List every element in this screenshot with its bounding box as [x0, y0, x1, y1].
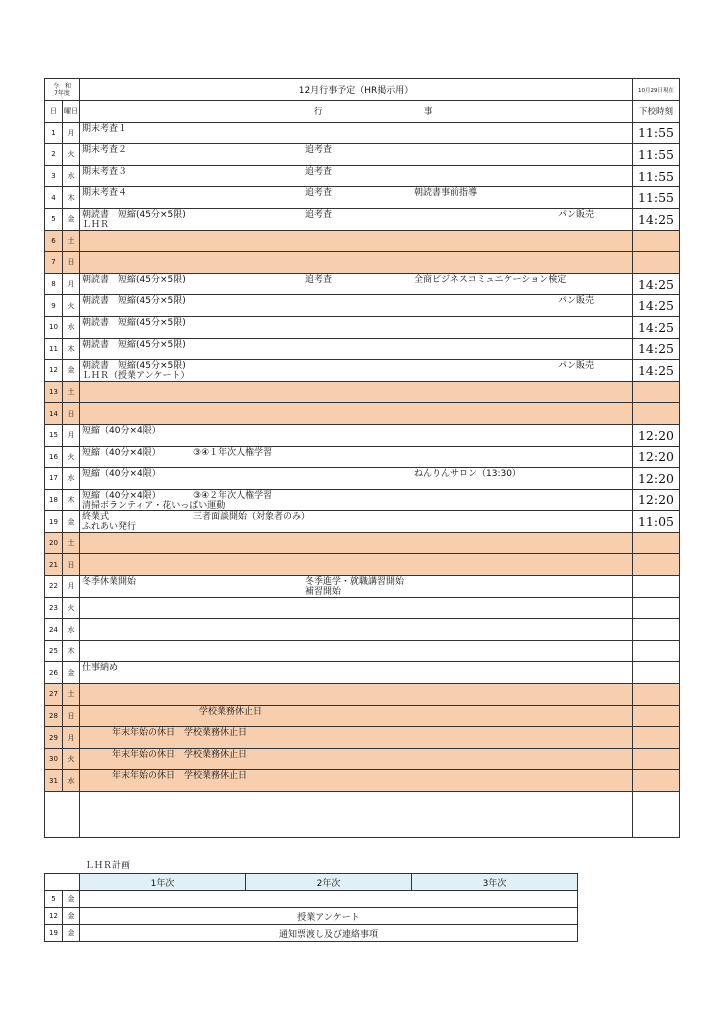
day-weekday: 土 — [63, 532, 80, 554]
page-title: 12月行事予定（HR掲示用） — [80, 79, 633, 101]
event-text: パン販売 — [558, 296, 595, 307]
day-number: 13 — [45, 381, 63, 403]
lhr-header-year2: 2年次 — [246, 874, 412, 891]
notes-cell — [80, 792, 633, 838]
event-text: 補習開始 — [305, 587, 342, 598]
event-text: パン販売 — [558, 361, 595, 372]
dismissal-time — [633, 403, 680, 425]
event-text: ＬＨＲ（授業アンケート） — [82, 371, 190, 382]
dismissal-time: 12:20 — [633, 446, 680, 468]
weekday-column-header: 曜日 — [63, 101, 80, 123]
lhr-weekday: 金 — [63, 891, 80, 908]
event-text: 朝読書事前指導 — [414, 188, 478, 199]
day-events — [80, 748, 633, 770]
day-row — [45, 554, 680, 576]
day-row — [45, 532, 680, 554]
day-events — [80, 468, 633, 490]
day-number: 23 — [45, 597, 63, 619]
day-events — [80, 424, 633, 446]
dismissal-time — [633, 576, 680, 598]
day-row — [45, 273, 680, 295]
event-text: 追考査 — [305, 209, 333, 220]
lhr-weekday: 金 — [63, 908, 80, 925]
day-weekday: 金 — [63, 511, 80, 533]
day-weekday: 火 — [63, 597, 80, 619]
event-text: 冬季休業開始 — [82, 577, 137, 588]
dismissal-time — [633, 662, 680, 684]
day-weekday: 土 — [63, 381, 80, 403]
day-row — [45, 597, 680, 619]
day-row — [45, 252, 680, 274]
event-text: 年末年始の休日 学校業務休止日 — [112, 728, 248, 739]
day-events — [80, 576, 633, 598]
events-header-char-1: 行 — [314, 107, 323, 117]
day-events — [80, 381, 633, 403]
day-events — [80, 273, 633, 295]
day-number: 25 — [45, 640, 63, 662]
lhr-day: 19 — [45, 925, 63, 942]
day-row — [45, 727, 680, 749]
lhr-content: 通知票渡し及び連絡事項 — [80, 925, 578, 942]
event-text: 短縮（40分×4限） — [82, 447, 161, 458]
day-events — [80, 554, 633, 576]
day-number: 21 — [45, 554, 63, 576]
day-weekday: 月 — [63, 273, 80, 295]
day-events — [80, 727, 633, 749]
day-row — [45, 122, 680, 144]
day-weekday: 木 — [63, 187, 80, 209]
day-number: 15 — [45, 424, 63, 446]
dismissal-time — [633, 640, 680, 662]
day-events — [80, 122, 633, 144]
day-weekday: 日 — [63, 554, 80, 576]
dismissal-time: 11:55 — [633, 187, 680, 209]
day-number: 31 — [45, 770, 63, 792]
dismissal-time — [633, 684, 680, 706]
event-text: 朝読書 短縮(45分×5限) — [82, 209, 186, 220]
lhr-day: 5 — [45, 891, 63, 908]
day-weekday: 木 — [63, 489, 80, 511]
day-events — [80, 511, 633, 533]
day-row — [45, 144, 680, 166]
day-events — [80, 619, 633, 641]
day-weekday: 水 — [63, 316, 80, 338]
event-text: 朝読書 短縮(45分×5限) — [82, 274, 186, 285]
day-row — [45, 705, 680, 727]
day-number: 9 — [45, 295, 63, 317]
event-text: パン販売 — [558, 209, 595, 220]
day-number: 4 — [45, 187, 63, 209]
dismissal-column-header: 下校時刻 — [633, 101, 680, 123]
day-number: 3 — [45, 165, 63, 187]
day-row — [45, 489, 680, 511]
notes-row — [45, 792, 680, 838]
lhr-header-year3: 3年次 — [412, 874, 578, 891]
day-row — [45, 511, 680, 533]
day-weekday: 火 — [63, 295, 80, 317]
dismissal-time: 11:05 — [633, 511, 680, 533]
lhr-plan-table — [44, 873, 578, 942]
day-number: 17 — [45, 468, 63, 490]
day-weekday: 火 — [63, 748, 80, 770]
lhr-day: 12 — [45, 908, 63, 925]
event-text: 期末考査４ — [82, 188, 128, 199]
dismissal-time — [633, 770, 680, 792]
notes-left — [45, 792, 80, 838]
day-number: 30 — [45, 748, 63, 770]
dismissal-time — [633, 727, 680, 749]
event-text: ふれあい発行 — [82, 522, 137, 533]
dismissal-time — [633, 554, 680, 576]
day-events — [80, 403, 633, 425]
day-events — [80, 597, 633, 619]
event-text: 三者面談開始（対象者のみ） — [193, 512, 311, 523]
day-row — [45, 208, 680, 230]
event-text: 朝読書 短縮(45分×5限) — [82, 339, 186, 350]
day-weekday: 月 — [63, 122, 80, 144]
as-of-date: 10月29日現在 — [633, 79, 680, 101]
event-text: 朝読書 短縮(45分×5限) — [82, 317, 186, 328]
dismissal-time: 14:25 — [633, 316, 680, 338]
day-weekday: 金 — [63, 662, 80, 684]
day-weekday: 日 — [63, 705, 80, 727]
day-row — [45, 684, 680, 706]
day-events — [80, 446, 633, 468]
day-number: 10 — [45, 316, 63, 338]
day-number: 18 — [45, 489, 63, 511]
day-number: 7 — [45, 252, 63, 274]
dismissal-time — [633, 597, 680, 619]
day-events — [80, 705, 633, 727]
dismissal-time — [633, 252, 680, 274]
dismissal-time: 14:25 — [633, 338, 680, 360]
events-header-char-2: 事 — [424, 107, 433, 117]
event-text: 期末考査１ — [82, 123, 128, 134]
dismissal-time: 14:25 — [633, 360, 680, 382]
day-events — [80, 640, 633, 662]
day-events — [80, 684, 633, 706]
day-weekday: 火 — [63, 446, 80, 468]
day-number: 19 — [45, 511, 63, 533]
events-column-header — [80, 101, 633, 123]
day-column-header: 日 — [45, 101, 63, 123]
fiscal-year-cell — [45, 79, 80, 101]
event-text: 追考査 — [305, 188, 333, 199]
day-row — [45, 360, 680, 382]
day-number: 6 — [45, 230, 63, 252]
day-row — [45, 338, 680, 360]
event-text: 短縮（40分×4限） — [82, 425, 161, 436]
day-number: 27 — [45, 684, 63, 706]
day-weekday: 木 — [63, 338, 80, 360]
day-row — [45, 662, 680, 684]
day-number: 14 — [45, 403, 63, 425]
day-row — [45, 640, 680, 662]
event-text: ねんりんサロン（13:30） — [414, 469, 521, 480]
day-number: 5 — [45, 208, 63, 230]
day-row — [45, 230, 680, 252]
day-weekday: 日 — [63, 252, 80, 274]
lhr-corner-cell — [45, 874, 80, 891]
lhr-content: 授業アンケート — [80, 908, 578, 925]
day-events — [80, 208, 633, 230]
event-text: 朝読書 短縮(45分×5限) — [82, 361, 186, 372]
day-number: 28 — [45, 705, 63, 727]
day-events — [80, 338, 633, 360]
day-row — [45, 619, 680, 641]
day-row — [45, 748, 680, 770]
event-text: 短縮（40分×4限） — [82, 490, 161, 501]
day-number: 16 — [45, 446, 63, 468]
lhr-row — [45, 908, 578, 925]
day-row — [45, 187, 680, 209]
event-text: ③④１年次人権学習 — [193, 447, 273, 458]
day-weekday: 水 — [63, 770, 80, 792]
event-text: 追考査 — [305, 145, 333, 156]
day-row — [45, 468, 680, 490]
lhr-row — [45, 891, 578, 908]
dismissal-time — [633, 748, 680, 770]
dismissal-time — [633, 532, 680, 554]
dismissal-time: 14:25 — [633, 273, 680, 295]
dismissal-time — [633, 381, 680, 403]
day-weekday: 土 — [63, 684, 80, 706]
day-row — [45, 576, 680, 598]
day-row — [45, 403, 680, 425]
day-number: 11 — [45, 338, 63, 360]
day-weekday: 水 — [63, 619, 80, 641]
day-row — [45, 295, 680, 317]
event-text: 終業式 — [82, 512, 110, 523]
day-weekday: 金 — [63, 360, 80, 382]
day-number: 24 — [45, 619, 63, 641]
event-text: 年末年始の休日 学校業務休止日 — [112, 771, 248, 782]
dismissal-time — [633, 619, 680, 641]
dismissal-time: 14:25 — [633, 295, 680, 317]
day-events — [80, 662, 633, 684]
day-number: 8 — [45, 273, 63, 295]
event-text: 清掃ボランティア・花いっぱい運動 — [82, 500, 226, 511]
day-weekday: 月 — [63, 424, 80, 446]
event-text: 仕事納め — [82, 663, 119, 674]
day-number: 26 — [45, 662, 63, 684]
lhr-header-year1: 1年次 — [80, 874, 246, 891]
event-text: 全商ビジネスコミュニケーション検定 — [414, 274, 567, 285]
dismissal-time: 12:20 — [633, 424, 680, 446]
event-text: ③④２年次人権学習 — [193, 490, 273, 501]
day-weekday: 水 — [63, 468, 80, 490]
day-events — [80, 360, 633, 382]
day-number: 20 — [45, 532, 63, 554]
era-label: 令 和 — [52, 82, 71, 90]
day-events — [80, 316, 633, 338]
event-text: 学校業務休止日 — [199, 706, 263, 717]
event-text: ＬＨＲ — [82, 219, 110, 230]
day-weekday: 木 — [63, 640, 80, 662]
event-text: 朝読書 短縮(45分×5限) — [82, 296, 186, 307]
event-text: 冬季進学・就職講習開始 — [305, 577, 405, 588]
monthly-schedule-table — [44, 78, 680, 838]
dismissal-time — [633, 705, 680, 727]
event-text: 期末考査２ — [82, 145, 128, 156]
day-row — [45, 165, 680, 187]
dismissal-time: 11:55 — [633, 122, 680, 144]
lhr-content — [80, 891, 578, 908]
day-events — [80, 230, 633, 252]
day-number: 2 — [45, 144, 63, 166]
day-events — [80, 770, 633, 792]
day-weekday: 金 — [63, 208, 80, 230]
dismissal-time: 11:55 — [633, 144, 680, 166]
day-weekday: 火 — [63, 144, 80, 166]
day-row — [45, 770, 680, 792]
dismissal-time: 14:25 — [633, 208, 680, 230]
day-weekday: 日 — [63, 403, 80, 425]
event-text: 期末考査３ — [82, 166, 128, 177]
day-weekday: 月 — [63, 576, 80, 598]
day-row — [45, 381, 680, 403]
day-weekday: 月 — [63, 727, 80, 749]
lhr-row — [45, 925, 578, 942]
day-number: 22 — [45, 576, 63, 598]
day-number: 12 — [45, 360, 63, 382]
day-weekday: 水 — [63, 165, 80, 187]
day-row — [45, 446, 680, 468]
day-number: 1 — [45, 122, 63, 144]
day-weekday: 土 — [63, 230, 80, 252]
dismissal-time — [633, 230, 680, 252]
fiscal-year-label: 7年度 — [54, 89, 70, 97]
lhr-weekday: 金 — [63, 925, 80, 942]
lhr-plan-title: ＬＨＲ計画 — [85, 861, 131, 871]
dismissal-time: 12:20 — [633, 468, 680, 490]
day-events — [80, 144, 633, 166]
dismissal-time: 12:20 — [633, 489, 680, 511]
day-events — [80, 252, 633, 274]
event-text: 年末年始の休日 学校業務休止日 — [112, 749, 248, 760]
event-text: 追考査 — [305, 274, 333, 285]
day-row — [45, 316, 680, 338]
day-events — [80, 532, 633, 554]
notes-right — [633, 792, 680, 838]
dismissal-time: 11:55 — [633, 165, 680, 187]
event-text: 短縮（40分×4限） — [82, 469, 161, 480]
day-events — [80, 489, 633, 511]
event-text: 追考査 — [305, 166, 333, 177]
day-number: 29 — [45, 727, 63, 749]
day-events — [80, 165, 633, 187]
day-events — [80, 295, 633, 317]
day-row — [45, 424, 680, 446]
day-events — [80, 187, 633, 209]
